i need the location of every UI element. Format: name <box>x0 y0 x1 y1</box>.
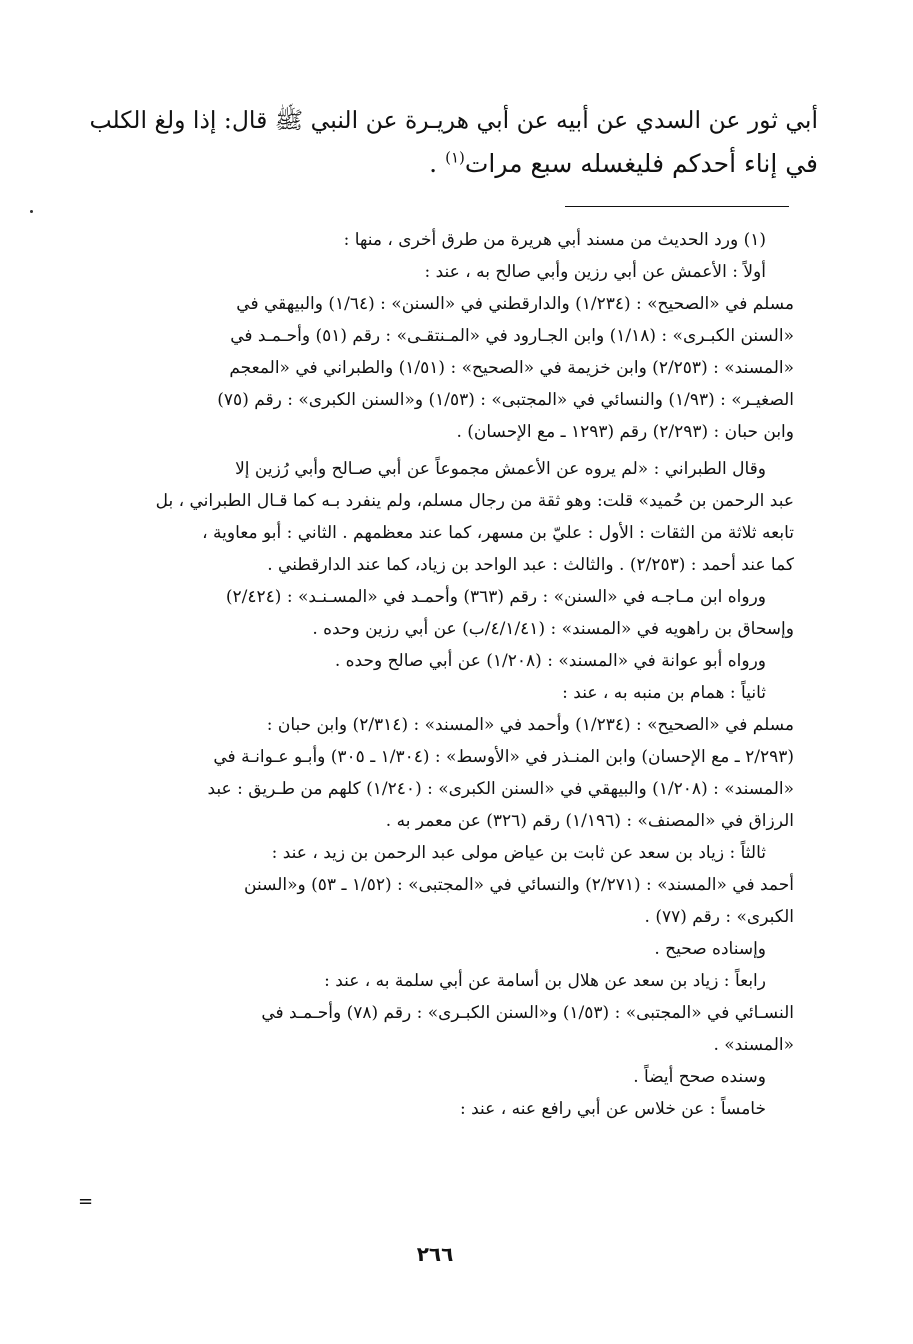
footnote-line: كما عند أحمد : (٢/٢٥٣) . والثالث : عبد الواحد بن زياد، كما عند الدارقطني . <box>267 555 794 575</box>
footnote-line: ثانياً : همام بن منبه به ، عند : <box>562 683 766 703</box>
footnote-line: الكبرى» : رقم (٧٧) . <box>644 907 794 927</box>
footnote-line: «المسند» : (١/٢٠٨) والبيهقي في «السنن الكبرى» : (١/٢٤٠) كلهم من طـريق : عبد <box>207 779 794 799</box>
footnote-line: وإسحاق بن راهويه في «المسند» : (٤/١/٤١/ب) عن أبي رزين وحده . <box>312 619 794 639</box>
footnote-line: النسـائي في «المجتبى» : (١/٥٣) و«السنن الكبـرى» : رقم (٧٨) وأحـمـد في <box>261 1003 794 1023</box>
main-text <box>78 98 818 186</box>
footnote-line: وقال الطبراني : «لم يروه عن الأعمش مجموعاً عن أبي صـالح وأبي رُزين إلا <box>235 459 766 479</box>
footnote-line: مسلم في «الصحيح» : (١/٢٣٤) والدارقطني في «السنن» : (١/٦٤) والبيهقي في <box>236 294 794 314</box>
margin-mark: = <box>78 1191 94 1212</box>
footnote-reference: (١) <box>445 148 465 167</box>
main-text-line: أبي ثور عن السدي عن أبيه عن أبي هريـرة عن النبي ﷺ قال: إذا ولغ الكلب <box>89 106 818 134</box>
footnote-line: رابعاً : زياد بن سعد عن هلال بن أسامة عن أبي سلمة به ، عند : <box>324 971 766 991</box>
footnote-line: (١) ورد الحديث من مسند أبي هريرة من طرق أخرى ، منها : <box>343 230 766 250</box>
footnote-line: خامساً : عن خلاس عن أبي رافع عنه ، عند : <box>459 1099 766 1119</box>
footnote-line: «المسند» . <box>713 1035 794 1055</box>
footnote-separator <box>565 206 789 207</box>
footnote-line: الصغيـر» : (١/٩٣) والنسائي في «المجتبى» : (١/٥٣) و«السنن الكبرى» : رقم (٧٥) <box>217 390 794 410</box>
footnote-line: أحمد في «المسند» : (٢/٢٧١) والنسائي في «المجتبى» : (١/٥٢ ـ ٥٣) و«السنن <box>244 875 794 895</box>
footnote-line: ثالثاً : زياد بن سعد عن ثابت بن عياض مولى عبد الرحمن بن زيد ، عند : <box>271 843 766 863</box>
footnote-line: الرزاق في «المصنف» : (١/١٩٦) رقم (٣٢٦) عن معمر به . <box>385 811 794 831</box>
page-number: ٢٦٦ <box>416 1242 454 1266</box>
footnote-line: وابن حبان : (٢/٢٩٣) رقم (١٢٩٣ ـ مع الإحسان) . <box>456 422 794 442</box>
main-text-line-2: في إناء أحدكم فليغسله سبع مرات <box>464 149 818 178</box>
footnote-line: ورواه أبو عوانة في «المسند» : (١/٢٠٨) عن أبي صالح وحده . <box>334 651 766 671</box>
footnote-line: (٢/٢٩٣ ـ مع الإحسان) وابن المنـذر في «الأوسط» : (١/٣٠٤ ـ ٣٠٥) وأبـو عـوانـة في <box>213 747 794 767</box>
footnote-line: عبد الرحمن بن حُميد» قلت: وهو ثقة من رجال مسلم، ولم ينفرد بـه كما قـال الطبراني ، بل <box>155 491 794 511</box>
footnote-line: وإسناده صحيح . <box>654 939 766 959</box>
footnote-line: أولاً : الأعمش عن أبي رزين وأبي صالح به ، عند : <box>424 262 766 282</box>
main-text-line <box>78 142 818 186</box>
footnote-line: «السنن الكبـرى» : (١/١٨) وابن الجـارود في «المـنتقـى» : رقم (٥١) وأحـمـد في <box>230 326 794 346</box>
footnote-line: مسلم في «الصحيح» : (١/٢٣٤) وأحمد في «المسند» : (٢/٣١٤) وابن حبان : <box>266 715 794 735</box>
footnote-line: تابعه ثلاثة من الثقات : الأول : عليّ بن مسهر، كما عند معظمهم . الثاني : أبو معاوية ، <box>202 523 794 543</box>
main-text-line-end: . <box>429 149 446 178</box>
footnote-line: وسنده صحح أيضاً . <box>633 1067 766 1087</box>
footnote-line: «المسند» : (٢/٢٥٣) وابن خزيمة في «الصحيح» : (١/٥١) والطبراني في «المعجم <box>229 358 794 378</box>
footnote-line: ورواه ابن مـاجـه في «السنن» : رقم (٣٦٣) وأحمـد في «المسـنـد» : (٢/٤٢٤) <box>225 587 766 607</box>
footnotes <box>86 224 794 1125</box>
margin-dot <box>30 210 33 213</box>
